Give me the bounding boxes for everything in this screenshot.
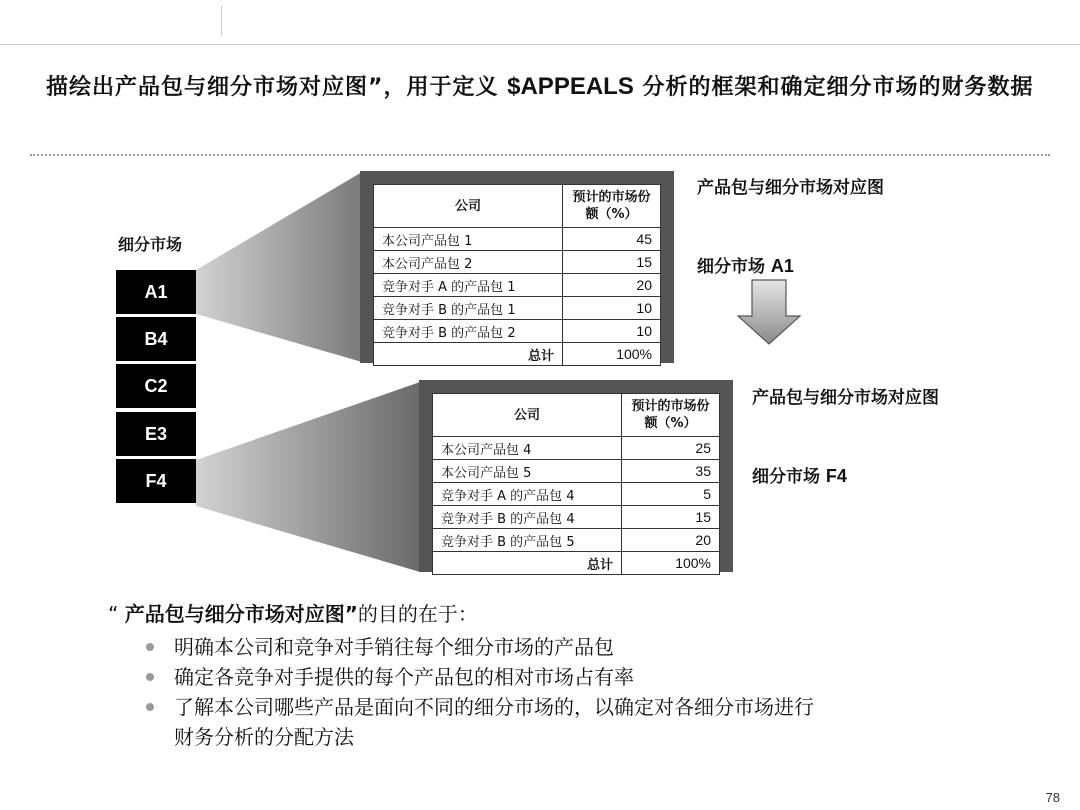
bullet-icon: [146, 703, 154, 711]
row-name: 本公司产品包 2: [374, 251, 563, 274]
segment-c2: C2: [116, 364, 196, 408]
funnel-f4: [196, 382, 420, 572]
row-value: 5: [622, 483, 720, 506]
purpose-list: [146, 632, 814, 752]
table-a1-segment-label: [697, 252, 794, 277]
segment-e3: E3: [116, 412, 196, 456]
segment-f4: F4: [116, 459, 196, 503]
segment-code: F4: [825, 466, 847, 486]
col-company-header: 公司: [374, 185, 563, 228]
row-name: 本公司产品包 4: [433, 437, 622, 460]
table-f4-header: [433, 394, 720, 437]
row-value: 20: [622, 529, 720, 552]
title-part-1: 描绘出产品包与细分市场对应图”，用于定义: [46, 75, 508, 100]
col-company-header: 公司: [433, 394, 622, 437]
row-name: 竞争对手 B 的产品包 4: [433, 506, 622, 529]
total-value: 100%: [622, 552, 720, 575]
table-row: [433, 437, 720, 460]
bullet-text: 明确本公司和竞争对手销往每个细分市场的产品包: [174, 635, 614, 659]
title-appeals: $APPEALS: [507, 73, 634, 100]
segment-a1: A1: [116, 270, 196, 314]
title-part-2: 分析的框架和确定细分市场的财务数据: [633, 75, 1034, 100]
col-share-header: 预计的市场份额（%）: [563, 185, 661, 228]
table-total-row: [374, 343, 661, 366]
col-share-header: 预计的市场份额（%）: [622, 394, 720, 437]
purpose-quoted: 产品包与细分市场对应图”: [124, 602, 358, 626]
row-name: 竞争对手 B 的产品包 5: [433, 529, 622, 552]
total-label: 总计: [374, 343, 563, 366]
purpose-heading: [108, 598, 478, 627]
bullet-text: 确定各竞争对手提供的每个产品包的相对市场占有率: [174, 665, 634, 689]
row-value: 15: [622, 506, 720, 529]
segment-prefix: 细分市场: [697, 257, 765, 277]
row-value: 10: [563, 320, 661, 343]
table-f4: [432, 393, 720, 575]
row-value: 20: [563, 274, 661, 297]
page-number: 78: [1045, 790, 1060, 805]
row-value: 25: [622, 437, 720, 460]
table-f4-caption: 产品包与细分市场对应图: [752, 388, 939, 408]
purpose-rest: 的目的在于：: [357, 602, 478, 626]
row-name: 本公司产品包 1: [374, 228, 563, 251]
table-row: [374, 274, 661, 297]
list-item: [146, 692, 814, 752]
quote-mark: “: [108, 602, 119, 626]
segment-prefix: 细分市场: [752, 467, 820, 487]
bullet-icon: [146, 643, 154, 651]
row-value: 45: [563, 228, 661, 251]
table-row: [374, 251, 661, 274]
row-value: 10: [563, 297, 661, 320]
row-name: 本公司产品包 5: [433, 460, 622, 483]
segments-heading: 细分市场: [118, 235, 183, 254]
table-a1-caption: 产品包与细分市场对应图: [697, 178, 884, 198]
bullet-text: 了解本公司哪些产品是面向不同的细分市场的，以确定对各细分市场进行财务分析的分配方法: [174, 695, 814, 749]
down-arrow-icon: [738, 280, 800, 344]
table-a1: [373, 184, 661, 366]
list-item: [146, 662, 814, 692]
table-row: [433, 460, 720, 483]
row-value: 15: [563, 251, 661, 274]
table-row: [374, 228, 661, 251]
table-f4-segment-label: [752, 462, 847, 487]
row-name: 竞争对手 A 的产品包 4: [433, 483, 622, 506]
table-row: [374, 297, 661, 320]
row-name: 竞争对手 A 的产品包 1: [374, 274, 563, 297]
row-name: 竞争对手 B 的产品包 2: [374, 320, 563, 343]
table-row: [433, 506, 720, 529]
list-item: [146, 632, 814, 662]
table-row: [433, 529, 720, 552]
total-value: 100%: [563, 343, 661, 366]
row-name: 竞争对手 B 的产品包 1: [374, 297, 563, 320]
funnel-a1: [196, 172, 362, 362]
bullet-icon: [146, 673, 154, 681]
total-label: 总计: [433, 552, 622, 575]
table-a1-header: [374, 185, 661, 228]
table-row: [433, 483, 720, 506]
segment-code: A1: [770, 256, 794, 276]
table-total-row: [433, 552, 720, 575]
row-value: 35: [622, 460, 720, 483]
table-row: [374, 320, 661, 343]
segment-b4: B4: [116, 317, 196, 361]
